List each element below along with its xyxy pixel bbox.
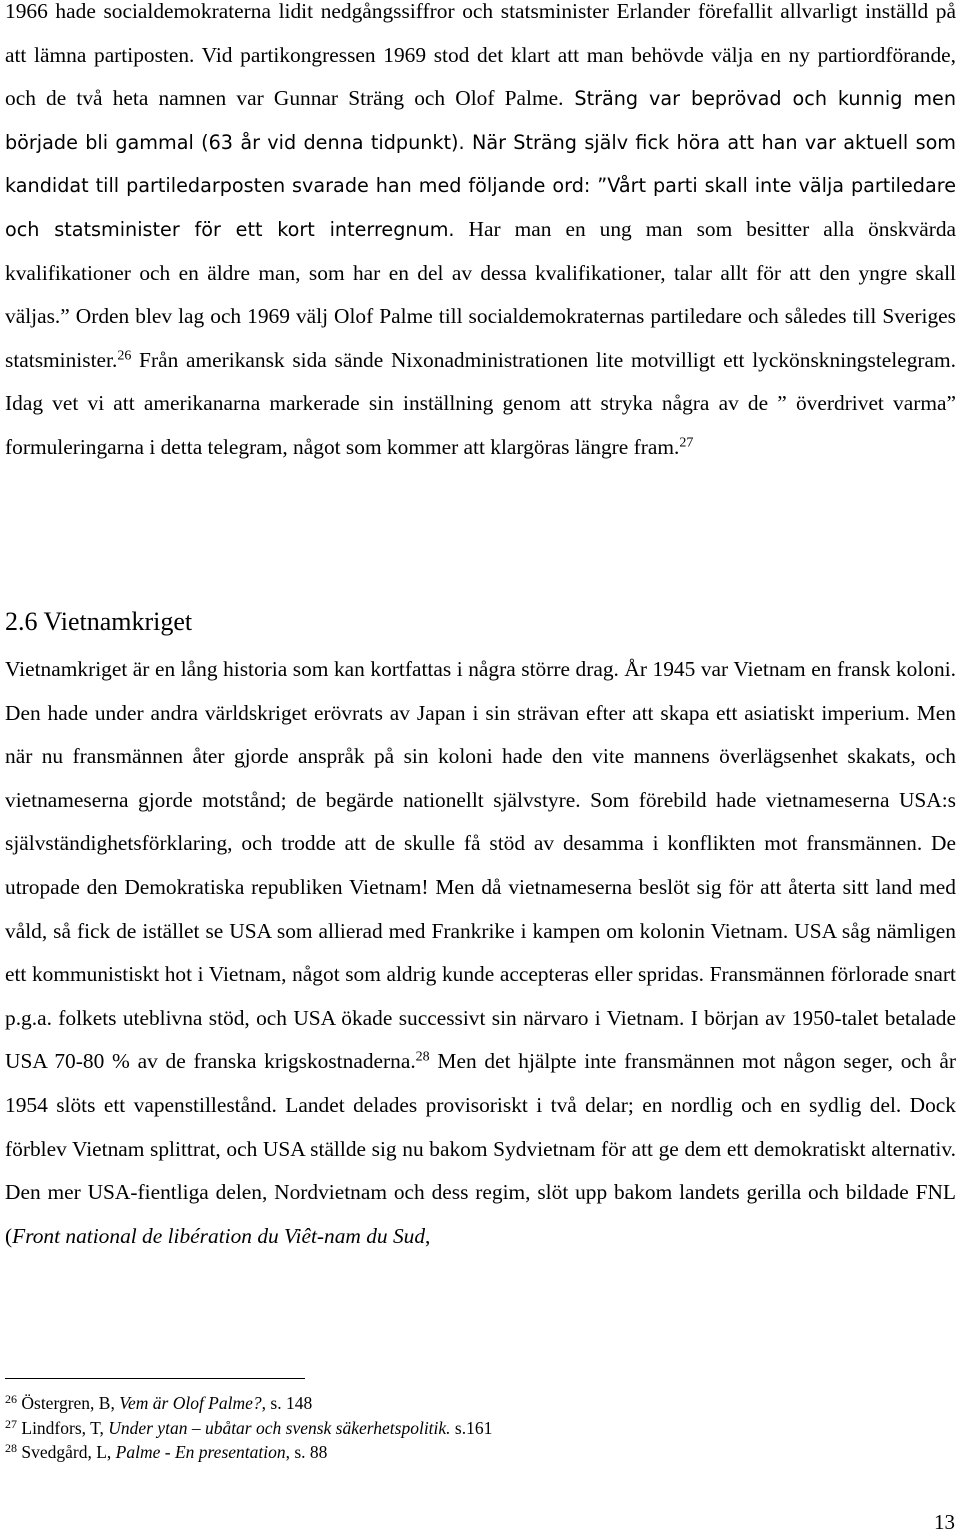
footnote-26 [5,1391,956,1416]
footnote-number: 26 [5,1392,17,1406]
text-run: Har man en ung man som besitter alla önskvärda kvalifikationer och en äldre man, som har en del av dessa kvalifikationer, talar allt för att den yngre skall väljas.” [5,216,957,329]
footnote-title: Palme - En presentation [115,1442,286,1462]
footnote-title: Under ytan – ubåtar och svensk säkerhetspolitik. [108,1417,451,1438]
footnote-page: , s. 148 [261,1393,313,1413]
text-run-sans: Sträng var beprövad och kunnig men började bli gammal (63 år vid denna tidpunkt). När Sträng själv fick höra att han var aktuell som kandidat till partiledarposten svarade han med följande ord: ”Vårt parti skall inte välja partiledare och statsminister för ett kort interregnum. [5,87,956,241]
text-run: , [425,1223,431,1248]
footnote-page: , s. 88 [285,1442,328,1462]
text-run: Men det hjälpte inte fransmännen mot någon seger, och år 1954 slöts ett vapenstillestånd. Landet delades provisoriskt i två delar; en nordlig och en sydlig del. Dock förblev Vietnam splittrat, och USA ställde sig nu bakom Sydvietnam för att ge dem ett demokratiskt alternativ. Den mer USA-fientliga delen, Nordvietnam och dess regim, slöt upp bakom landets gerilla och bildade FNL ( [5,1049,956,1248]
footnote-number: 28 [5,1441,17,1455]
footnote-author: Svedgård, L, [17,1442,116,1462]
text-run: Från amerikansk sida sände Nixonadministrationen lite motvilligt ett lyckönskningstelegram. Idag vet vi att amerikanarna markerade sin inställning genom att stryka några av de ” överdrivet varma” formuleringarna i detta telegram, något som kommer att klargöras längre fram. [5,347,956,459]
text-run: 1966 hade socialdemokraterna lidit nedgångssiffror och statsminister Erlander förefallit allvarligt inställd på att lämna partiposten. Vid partikongressen 1969 stod det klart att man behövde välja en ny partiordförande, och de två heta namnen var Gunnar Sträng och Olof Palme. [5,0,956,111]
italic-run: Front national de libération du Viêt-nam du Sud [12,1223,426,1248]
footnote-page: s.161 [450,1417,493,1438]
footnote-author: Östergren, B, [17,1393,120,1413]
footnote-divider [5,1378,305,1379]
footnotes [5,1391,956,1465]
footnote-28 [5,1440,956,1465]
footnote-ref-26: 26 [117,348,132,364]
page-number: 13 [934,1510,955,1534]
text-run: Vietnamkriget är en lång historia som kan kortfattas i några större drag. År 1945 var Vietnam en fransk koloni. Den hade under andra världskriget erövrats av Japan i sin strävan efter att skapa ett asiatiskt imperium. Men när nu fransmännen åter gjorde anspråk på sin koloni hade den vite mannens överlägsenhet skakats, och vietnameserna gjorde motstånd; de begärde nationellt självstyre. Som förebild hade vietnameserna USA:s självständighetsförklaring, och trodde att de skulle få stöd av desamma i konflikten mot fransmännen. De utropade den Demokratiska republiken Vietnam! Men då vietnameserna beslöt sig för att återta sitt land med våld, så fick de istället se USA som allierad med Frankrike i kampen om kolonin Vietnam. USA såg nämligen ett kommunistiskt hot i Vietnam, något som aldrig kunde accepteras eller spridas. Fransmännen förlorade snart p.g.a. folkets uteblivna stöd, och USA ökade successivt sin närvaro i Vietnam. I början av 1950-talet betalade USA 70-80 % av de franska krigskostnaderna. [5,657,956,1074]
footnote-title: Vem är Olof Palme? [119,1393,262,1413]
paragraph-palme-election [5,0,956,470]
paragraph-vietnam-war [5,648,956,1258]
text-run: Orden blev lag och 1969 välj Olof Palme till socialdemokraternas partiledare och således till Sveriges statsminister. [5,304,956,372]
section-heading: 2.6 Vietnamkriget [5,607,193,636]
footnote-ref-28: 28 [415,1049,430,1065]
footnote-27 [5,1416,956,1441]
footnote-ref-27: 27 [679,435,694,451]
footnote-author: Lindfors, T, [17,1417,109,1438]
footnote-number: 27 [5,1416,17,1431]
